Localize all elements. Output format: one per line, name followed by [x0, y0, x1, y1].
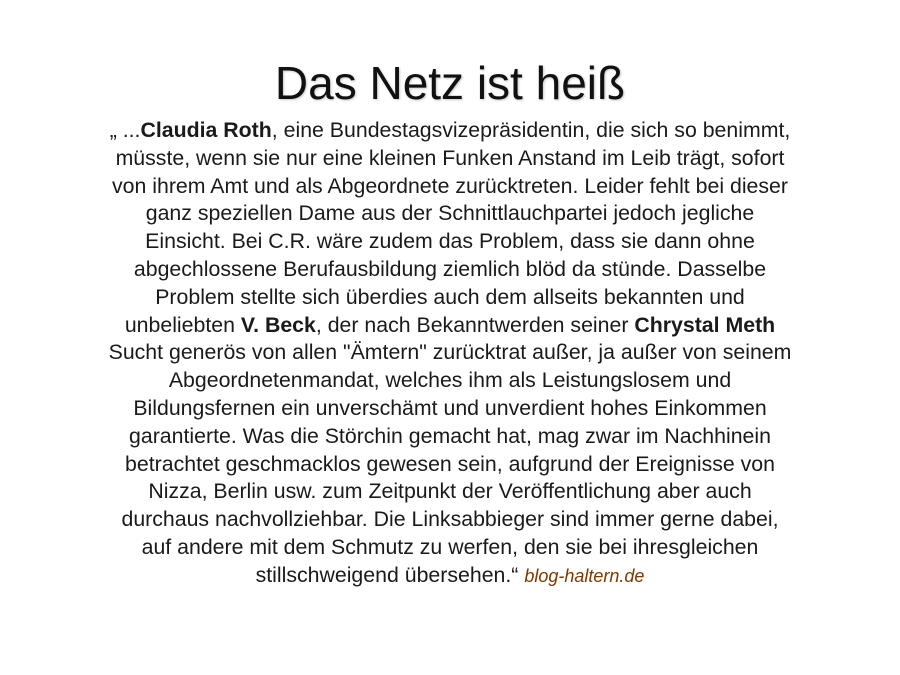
slide-title: Das Netz ist heiß — [274, 57, 626, 109]
quote-line — [45, 339, 855, 367]
quote-line — [45, 200, 855, 228]
quote-text: müsste, wenn sie nur eine kleinen Funken Anstand im Leib trägt, sofort — [115, 145, 785, 170]
quote-line — [45, 506, 855, 534]
quote-line — [45, 367, 855, 395]
quote-text: stillschweigend übersehen.“ — [255, 562, 525, 587]
quote-text: „ ... — [109, 118, 141, 142]
quote-text: Bildungsfernen ein unverschämt und unverdient hohes Einkommen — [133, 395, 767, 420]
quote-line — [45, 395, 855, 423]
quote-line — [45, 145, 855, 173]
quote-line — [45, 423, 855, 451]
quote-line — [45, 173, 855, 201]
quote-text: unbeliebten — [124, 312, 241, 337]
quote-text: garantierte. Was die Störchin gemacht hat, mag zwar im Nachhinein — [129, 423, 771, 448]
quote-line — [45, 451, 855, 479]
quote-text: Nizza, Berlin usw. zum Zeitpunkt der Veröffentlichung aber auch — [148, 479, 752, 504]
quote-text: betrachtet geschmacklos gewesen sein, aufgrund der Ereignisse von — [125, 451, 775, 476]
quote-text: von ihrem Amt und als Abgeordnete zurücktreten. Leider fehlt bei dieser — [112, 173, 788, 198]
quote-line — [45, 478, 855, 506]
bold-name: Chrystal Meth — [634, 312, 776, 337]
quote-line — [45, 228, 855, 256]
quote-line — [45, 284, 855, 312]
quote-text: ganz speziellen Dame aus der Schnittlauchpartei jedoch jegliche — [145, 201, 755, 226]
quote-text: , eine Bundestagsvizepräsidentin, die sich so benimmt, — [271, 118, 791, 142]
quote-text: abgechlossene Berufausbildung ziemlich blöd da stünde. Dasselbe — [133, 256, 767, 281]
quote-text: , der nach Bekanntwerden seiner — [315, 312, 635, 337]
quote-text: auf andere mit dem Schmutz zu werfen, den sie bei ihresgleichen — [141, 534, 759, 559]
quote-text: Problem stellte sich überdies auch dem allseits bekannten und — [155, 284, 745, 309]
quote-line — [45, 117, 855, 145]
bold-name: Claudia Roth — [140, 118, 272, 142]
quote-text: Einsicht. Bei C.R. wäre zudem das Problem, dass sie dann ohne — [145, 229, 755, 254]
quote-text: Abgeordnetenmandat, welches ihm als Leistungslosem und — [168, 368, 732, 393]
source-link[interactable]: blog-haltern.de — [524, 565, 645, 586]
quote-line — [45, 562, 855, 591]
bold-name: V. Beck — [240, 312, 316, 337]
quote-body — [45, 117, 855, 591]
quote-line — [45, 256, 855, 284]
quote-line — [45, 312, 855, 340]
quote-line — [45, 534, 855, 562]
quote-text: durchaus nachvollziehbar. Die Linksabbieger sind immer gerne dabei, — [121, 507, 779, 532]
quote-text: Sucht generös von allen "Ämtern" zurücktrat außer, ja außer von seinem — [108, 340, 792, 365]
